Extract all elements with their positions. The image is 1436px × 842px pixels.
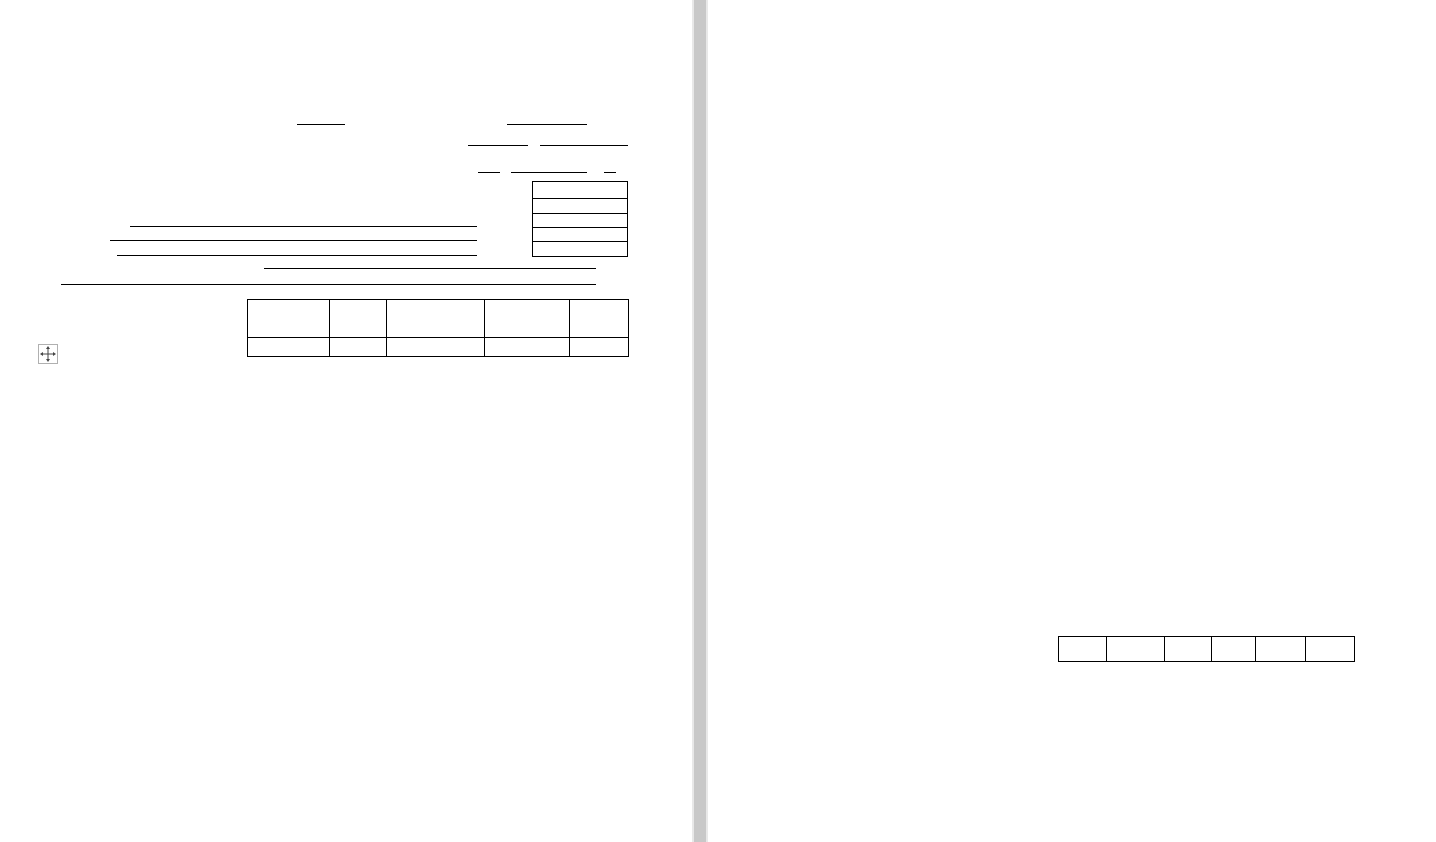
total-x-mark [1212, 637, 1256, 662]
total-qty-cell[interactable] [1059, 637, 1107, 662]
okud-cell[interactable] [532, 198, 628, 214]
act-number-line[interactable] [297, 124, 345, 125]
doc-date-header [248, 300, 330, 338]
okud-value [533, 199, 627, 213]
move-icon[interactable] [38, 344, 58, 364]
doc-unit-header [387, 300, 485, 338]
okpo-org-cell[interactable] [532, 213, 628, 228]
contractor-line[interactable] [117, 255, 477, 256]
doc-extra-header [570, 300, 629, 338]
appraisers-line-2[interactable] [61, 284, 596, 285]
okpo-contractor-cell[interactable] [532, 241, 628, 257]
customer-line[interactable] [110, 240, 477, 241]
total-qty2-cell[interactable] [1165, 637, 1212, 662]
codes-header [533, 182, 627, 198]
total-extra-cell[interactable] [1306, 637, 1355, 662]
doc-extra-cell[interactable] [570, 338, 629, 357]
codes-header-cell [532, 181, 628, 199]
date-day-line[interactable] [478, 172, 500, 173]
date-month-line[interactable] [511, 172, 587, 173]
total-x-mark [1107, 637, 1165, 662]
doc-operation-header [330, 300, 387, 338]
doc-activity-header [485, 300, 570, 338]
total-row [1058, 636, 1355, 662]
document-info-table [247, 299, 629, 357]
approve-position-line[interactable] [507, 124, 587, 125]
appraisers-line[interactable] [264, 268, 596, 269]
page-gutter [694, 0, 706, 842]
date-year-line[interactable] [604, 172, 616, 173]
organization-line[interactable] [130, 226, 477, 227]
approve-decode-line[interactable] [540, 145, 628, 146]
doc-activity-cell[interactable] [485, 338, 570, 357]
doc-date-cell[interactable] [248, 338, 330, 357]
okpo-customer-cell[interactable] [532, 227, 628, 242]
doc-unit-cell[interactable] [387, 338, 485, 357]
approve-signature-line[interactable] [468, 145, 528, 146]
doc-operation-cell[interactable] [330, 338, 387, 357]
page-gap-right [706, 0, 708, 842]
total-sum-cell[interactable] [1256, 637, 1306, 662]
